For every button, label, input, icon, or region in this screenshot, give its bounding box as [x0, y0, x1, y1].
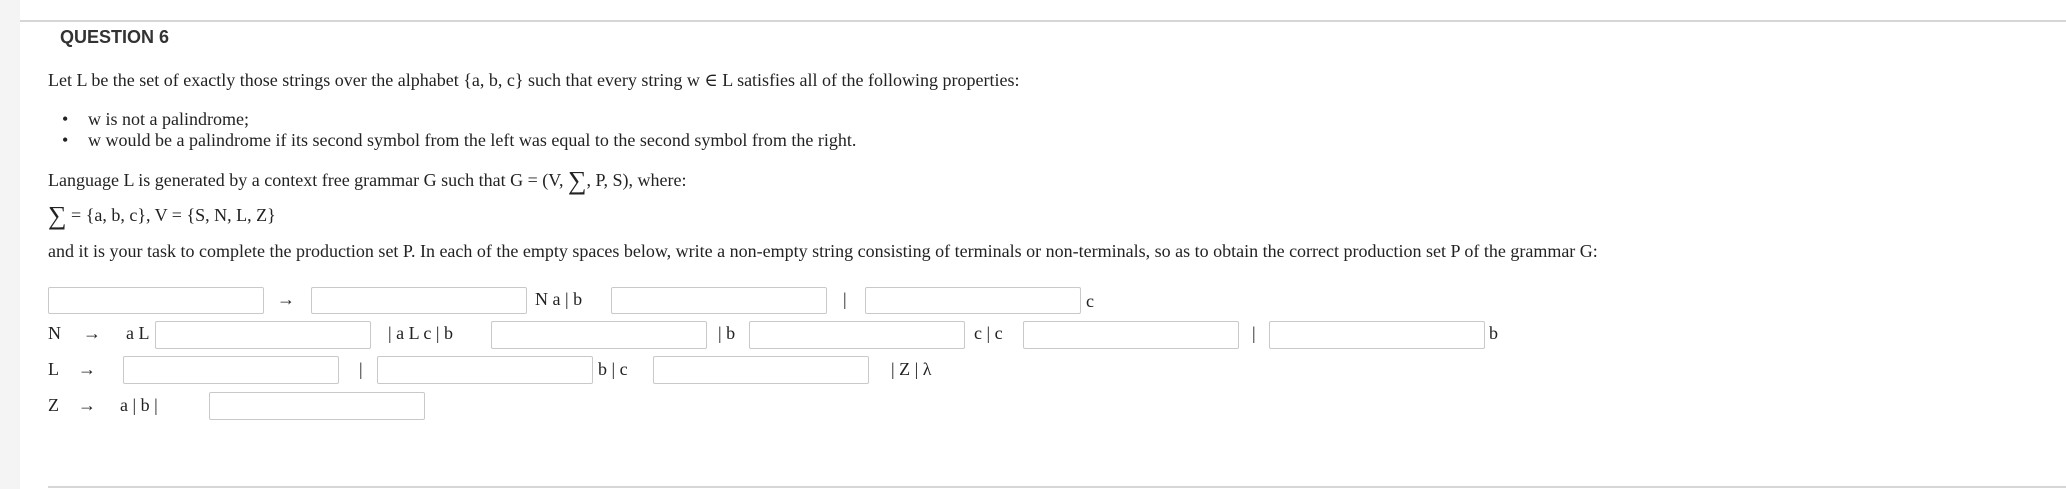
property-item: • w would be a palindrome if its second symbol from the left was equal to the second symbol from the right. [60, 130, 856, 151]
property-item: • w is not a palindrome; [60, 109, 856, 130]
task-text: and it is your task to complete the production set P. In each of the empty spaces below, write a non-empty string consisting of terminals or non-terminals, so as to obtain the correct production set P of the grammar G: [48, 241, 1598, 261]
row3-lhs: L [48, 359, 59, 379]
row1-text-na-b: N a | b [535, 289, 583, 309]
row3-separator: | [359, 359, 363, 379]
intro-text: Let L be the set of exactly those strings over the alphabet {a, b, c} such that every string w ∈ L satisfies all of the following properties: [48, 70, 1020, 90]
row3-tail: | Z | λ [891, 359, 932, 379]
row2-separator: | [1252, 323, 1256, 343]
row2-arrow: → [83, 323, 101, 343]
property-list [60, 109, 856, 151]
row2-blank-3[interactable] [749, 321, 965, 349]
question-title: QUESTION 6 [60, 27, 170, 47]
sets-definition-text [48, 201, 276, 231]
row2-blank-5[interactable] [1269, 321, 1485, 349]
grammar-suffix: , P, S), where: [586, 170, 687, 190]
row2-text-alc-b: | a L c | b [388, 323, 454, 343]
grammar-definition-text [48, 166, 687, 196]
row1-blank-4[interactable] [865, 287, 1081, 314]
row2-blank-1[interactable] [155, 321, 371, 349]
row2-blank-2[interactable] [491, 321, 707, 349]
row3-blank-2[interactable] [377, 356, 593, 384]
row2-blank-4[interactable] [1023, 321, 1239, 349]
row2-tail: b [1489, 323, 1498, 343]
row3-blank-3[interactable] [653, 356, 869, 384]
grammar-prefix: Language L is generated by a context free grammar G such that G = (V, [48, 170, 568, 190]
row4-prefix: a | b | [120, 395, 158, 415]
row2-lhs: N [48, 323, 61, 343]
row4-arrow: → [78, 395, 96, 415]
bottom-divider [48, 486, 2066, 488]
row1-lhs-blank[interactable] [48, 287, 264, 314]
row2-text-c-c: c | c [974, 323, 1003, 343]
row1-tail: c [1086, 291, 1094, 311]
row4-blank-1[interactable] [209, 392, 425, 420]
row1-separator: | [843, 289, 847, 309]
row2-prefix: a L [126, 323, 150, 343]
row3-text-b-c: b | c [598, 359, 628, 379]
sets-rest: = {a, b, c}, V = {S, N, L, Z} [66, 205, 276, 225]
row3-arrow: → [78, 359, 96, 379]
row1-arrow: → [277, 289, 295, 309]
top-divider [20, 20, 2066, 22]
row4-lhs: Z [48, 395, 59, 415]
row1-blank-3[interactable] [611, 287, 827, 314]
row2-text-b: | b [718, 323, 736, 343]
sigma-symbol: ∑ [48, 201, 67, 230]
row1-blank-2[interactable] [311, 287, 527, 314]
sigma-symbol: ∑ [567, 166, 587, 195]
row3-blank-1[interactable] [123, 356, 339, 384]
